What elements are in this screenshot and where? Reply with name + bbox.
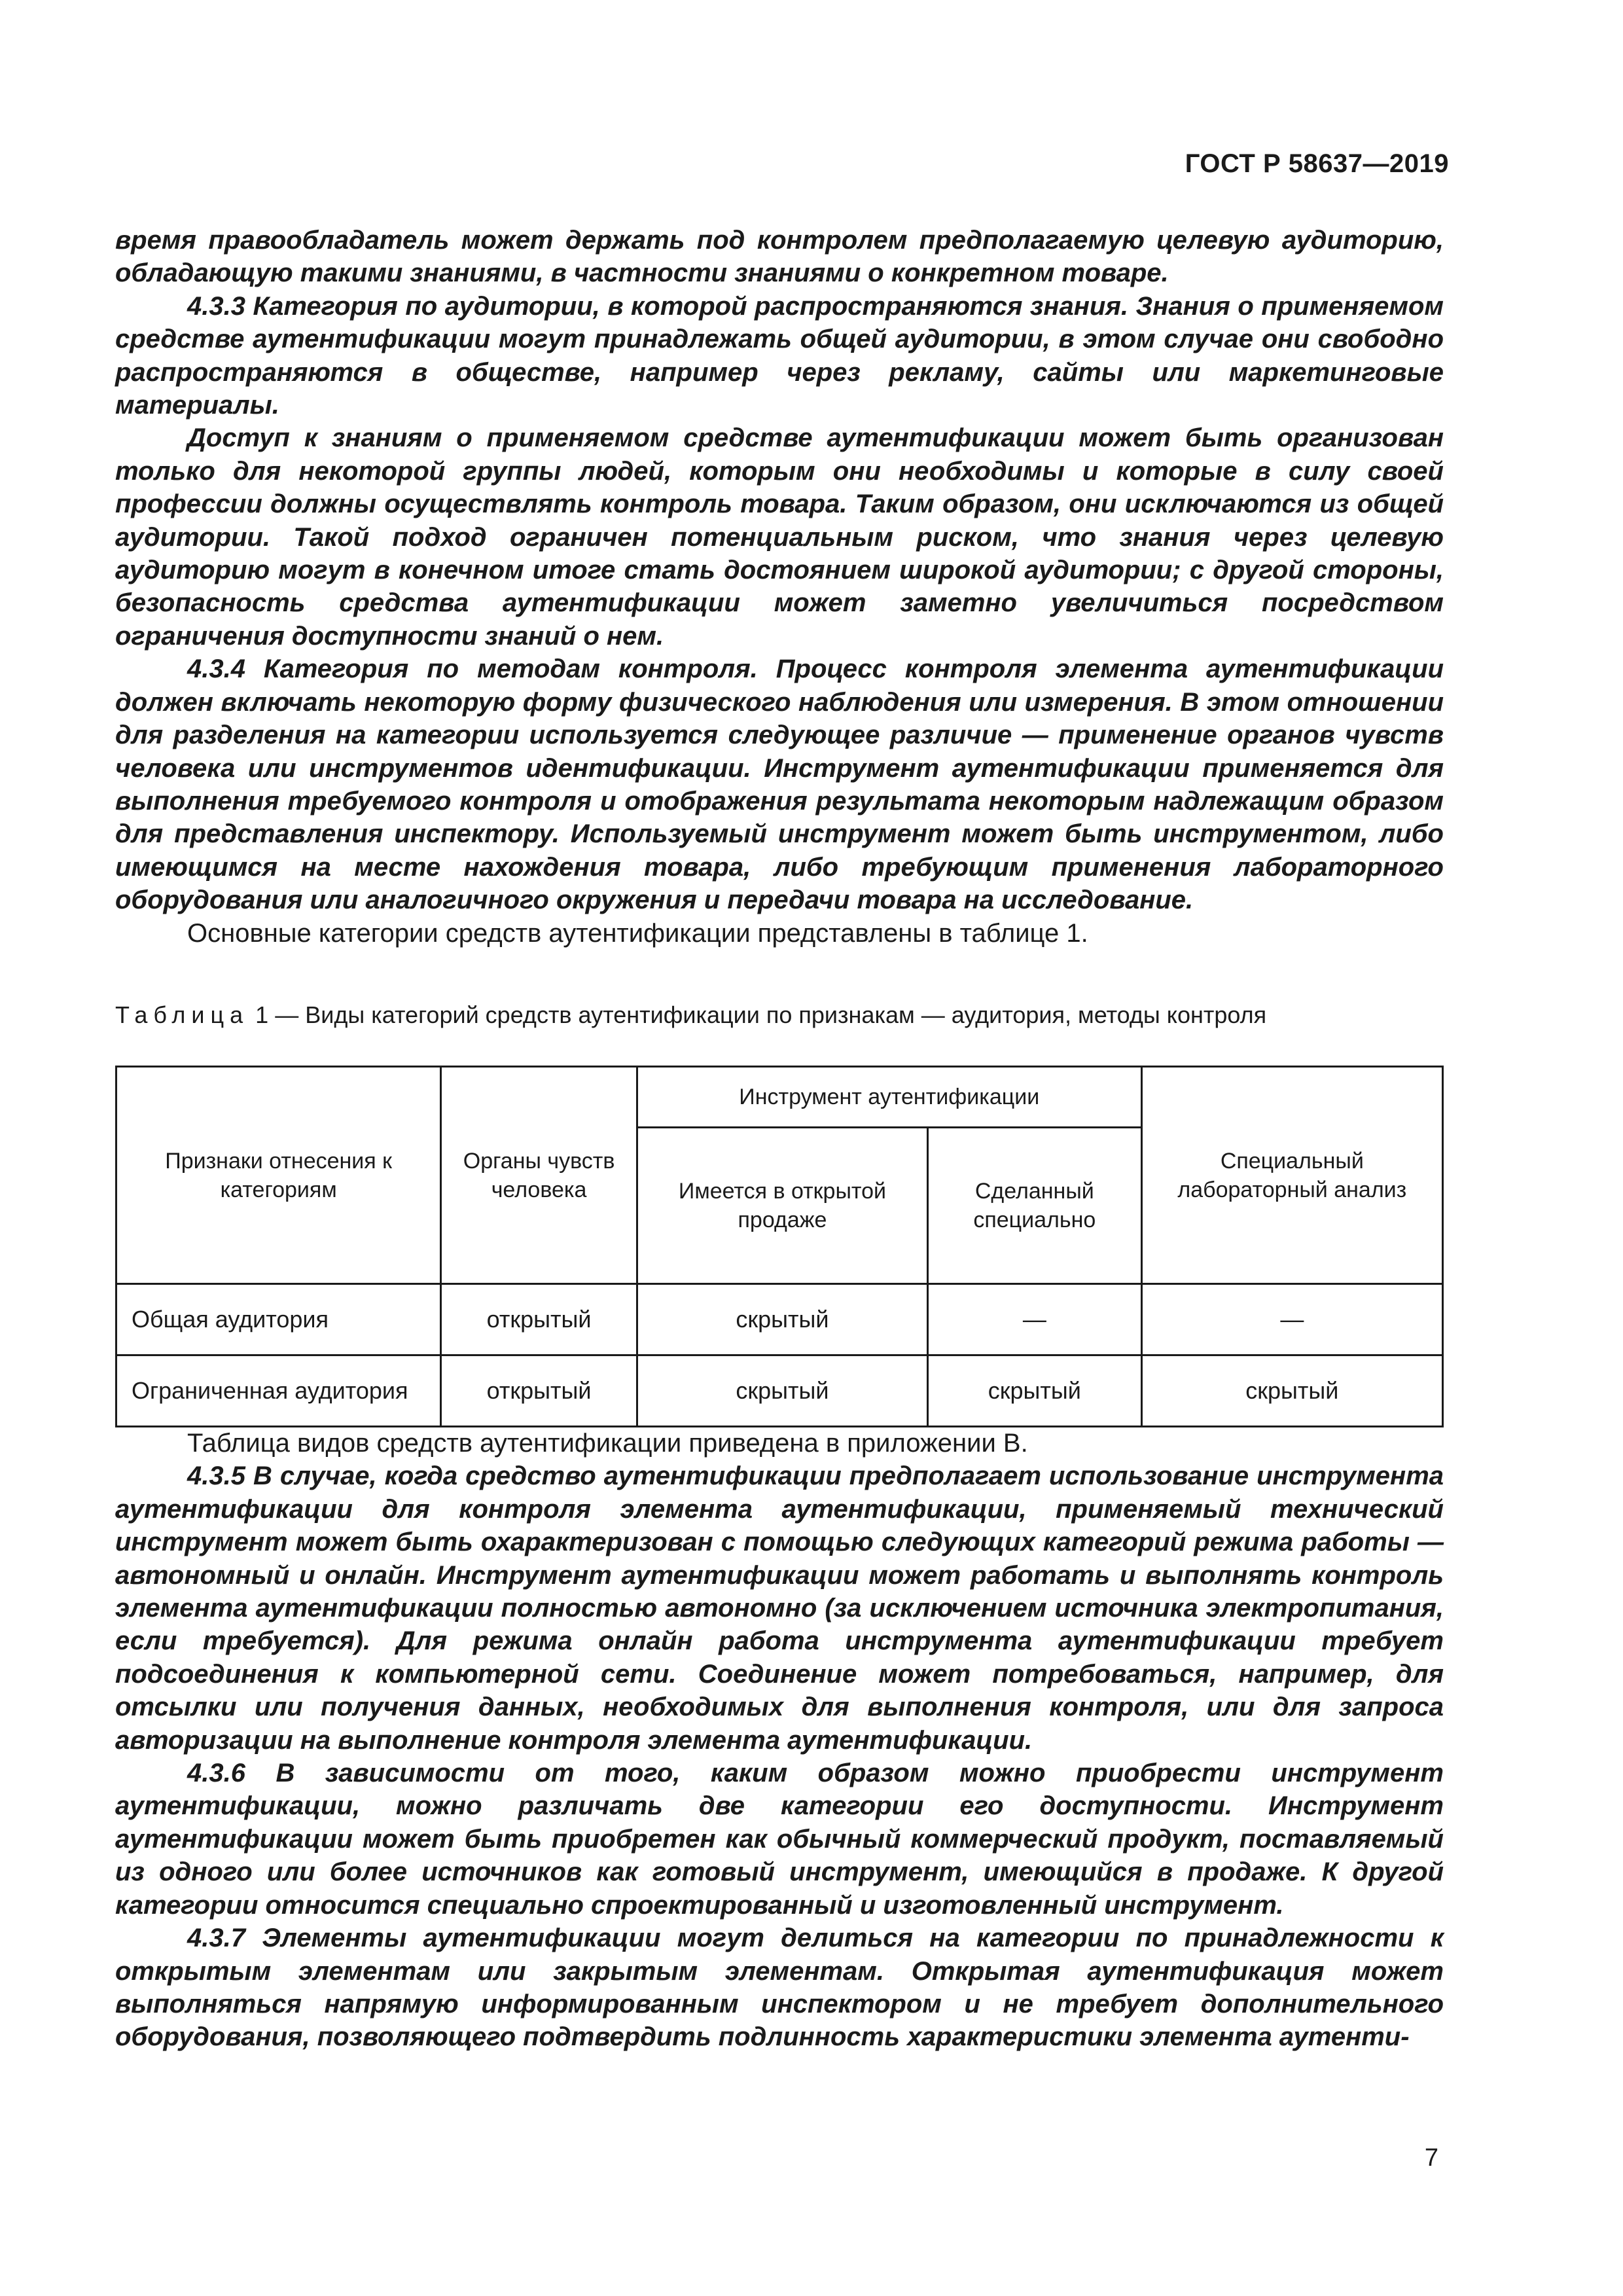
categories-table [115,1066,1444,1427]
paragraph-access-knowledge: Доступ к знаниям о применяемом средстве аутентификации может быть организован только для некоторой группы людей, которым они необходимы и которые в силу своей профессии должны осуществлять контроль товара. Таким образом, они исключаются из общей аудитории. Такой подход ограничен потенциальным риском, что знания через целевую аудиторию могут в конечном итоге стать достоянием широкой аудитории; с другой стороны, безопасность средства аутентификации может заметно увеличиться посредством ограничения доступности знаний о нем. [115,423,1444,651]
paragraph-4-3-6: 4.3.6 В зависимости от того, каким образом можно приобрести инструмент аутентификации, можно различать две категории его доступности. Инструмент аутентификации может быть приобретен как обычный коммерческий продукт, поставляемый из одного или более источников как готовый инструмент, имеющийся в продаже. К другой категории относится специально спроектированный и изготовленный инструмент. [115,1759,1444,1920]
standard-id-header: ГОСТ Р 58637—2019 [1185,149,1449,178]
header-tool-on-sale: Имеется в открытой продаже [637,1128,927,1284]
cell-senses: открытый [441,1355,637,1427]
cell-tool-special: — [928,1284,1142,1355]
cell-lab: — [1141,1284,1442,1355]
table-row [116,1355,1443,1427]
page-number: 7 [1424,2144,1438,2172]
row-label: Ограниченная аудитория [116,1355,441,1427]
paragraph-appendix-reference: Таблица видов средств аутентификации приведена в приложении В. [187,1429,1028,1458]
cell-tool-sale: скрытый [637,1284,927,1355]
paragraph-4-3-4: 4.3.4 Категория по методам контроля. Процесс контроля элемента аутентификации должен включать некоторую форму физического наблюдения или измерения. В этом отношении для разделения на категории используется следующее различие — применение органов чувств человека или инструментов идентификации. Инструмент аутентификации применяется для выполнения требуемого контроля и отображения результата некоторым надлежащим образом для представления инспектору. Используемый инструмент может быть инструментом, либо имеющимся на месте нахождения товара, либо требующим применения лабораторного оборудования или аналогичного окружения и передачи товара на исследование. [115,655,1444,915]
header-lab-analysis: Специальный лабораторный анализ [1141,1067,1442,1284]
lower-text-block [115,1427,1444,2054]
table-caption [115,1001,1266,1029]
cell-senses: открытый [441,1284,637,1355]
header-human-senses: Органы чувств человека [441,1067,637,1284]
paragraph-4-3-5: 4.3.5 В случае, когда средство аутентификации предполагает использование инструмента аутентификации для контроля элемента аутентификации, применяемый технический инструмент может быть охарактеризован с помощью следующих категорий режима работы — автономный и онлайн. Инструмент аутентификации может работать и выполнять контроль элемента аутентификации полностью автономно (за исключением источника электропитания, если требуется). Для режима онлайн работа инструмента аутентификации требует подсоединения к компьютерной сети. Соединение может потребоваться, например, для отсылки или получения данных, необходимых для выполнения контроля, или для запроса авторизации на выполнение контроля элемента аутентификации. [115,1462,1444,1755]
header-tool-group: Инструмент аутентификации [637,1067,1141,1128]
header-tool-special: Сделанный специально [928,1128,1142,1284]
table-row [116,1284,1443,1355]
row-label: Общая аудитория [116,1284,441,1355]
header-criteria: Признаки отнесения к категориям [116,1067,441,1284]
upper-text-block [115,224,1444,950]
table-caption-label: Таблица [115,1001,249,1028]
table-header-row-1 [116,1067,1443,1128]
cell-tool-special: скрытый [928,1355,1142,1427]
paragraph-table-intro: Основные категории средств аутентификации представлены в таблице 1. [187,918,1088,948]
cell-tool-sale: скрытый [637,1355,927,1427]
paragraph-continuation: время правообладатель может держать под контролем предполагаемую целевую аудиторию, обладающую такими знаниями, в частности знаниями о конкретном товаре. [115,226,1444,288]
table-caption-text: 1 — Виды категорий средств аутентификации по признакам — аудитория, методы контроля [255,1001,1267,1028]
paragraph-4-3-7: 4.3.7 Элементы аутентификации могут делиться на категории по принадлежности к открытым элементам или закрытым элементам. Открытая аутентификация может выполняться напрямую информированным инспектором и не требует дополнительного оборудования, позволяющего подтвердить подлинность характеристики элемента аутенти- [115,1924,1444,2052]
paragraph-4-3-3: 4.3.3 Категория по аудитории, в которой распространяются знания. Знания о применяемом средстве аутентификации могут принадлежать общей аудитории, в этом случае они свободно распространяются в обществе, например через рекламу, сайты или маркетинговые материалы. [115,291,1444,420]
cell-lab: скрытый [1141,1355,1442,1427]
